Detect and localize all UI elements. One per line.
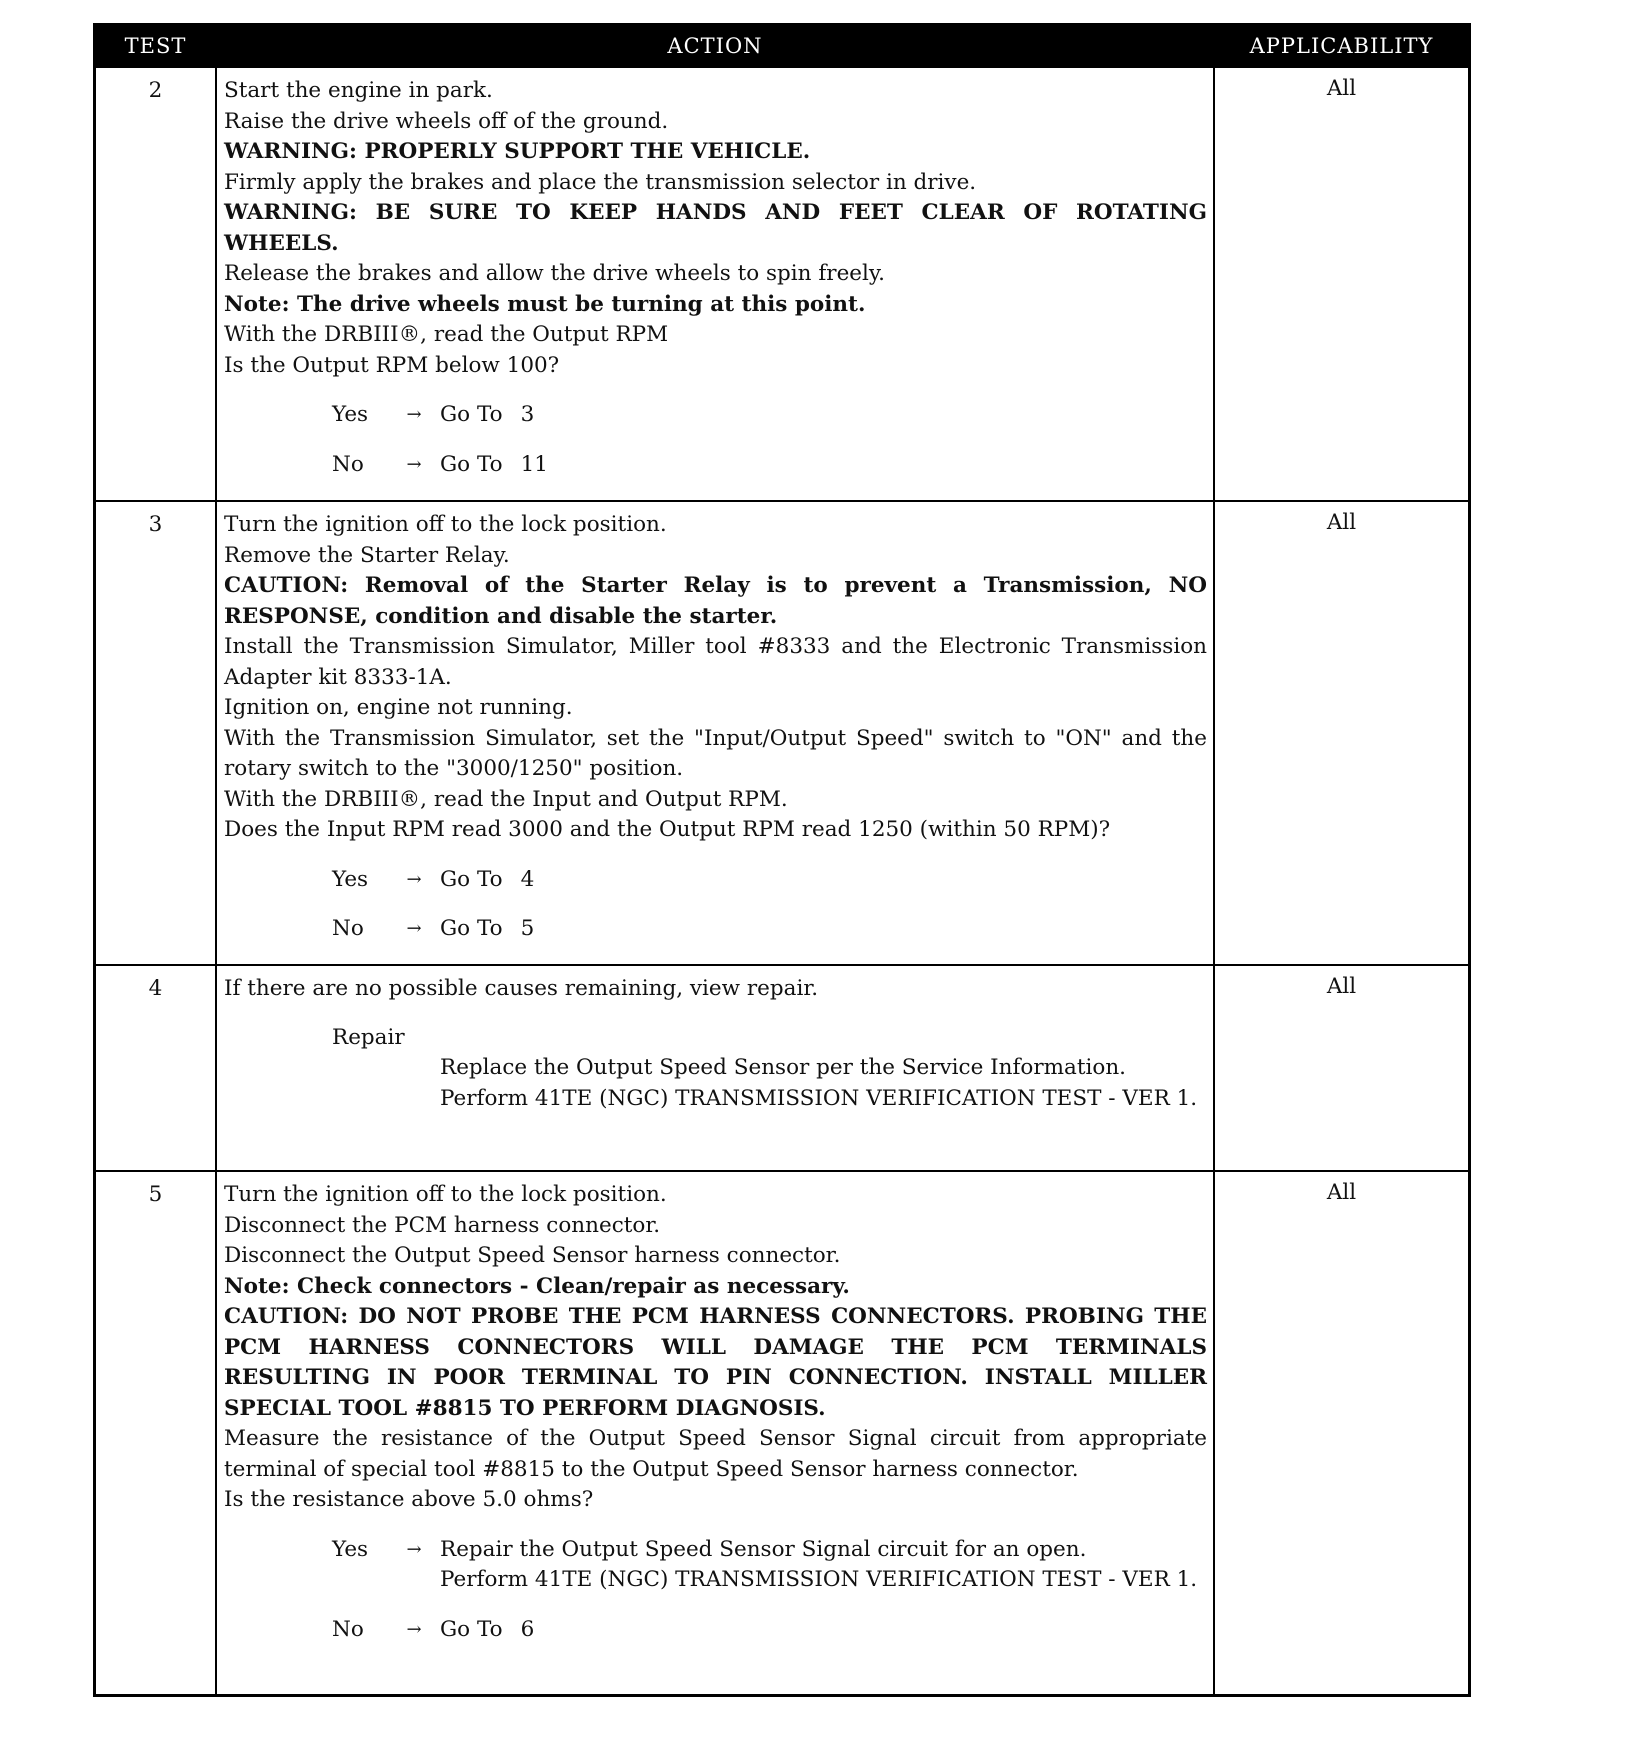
test-action [216,67,1214,501]
table-row [96,1171,1468,1694]
test-action [216,501,1214,965]
repair-step: Replace the Output Speed Sensor per the Service Information. [440,1055,1126,1080]
question-line: Does the Input RPM read 3000 and the Output RPM read 1250 (within 50 RPM)? [224,817,1111,842]
warning-line: WARNING: PROPERLY SUPPORT THE VEHICLE. [224,139,811,164]
test-applicability: All [1214,501,1468,965]
no-branch [332,450,1207,481]
arrow-icon: → [406,1538,422,1560]
test-number: 2 [96,67,216,501]
no-branch [332,914,1207,945]
branch-label: No [332,1616,364,1642]
test-number: 3 [96,501,216,965]
arrow-icon: → [406,1618,422,1640]
test-applicability: All [1214,67,1468,501]
question-line: Is the resistance above 5.0 ohms? [224,1487,594,1512]
goto-target: 5 [520,916,535,941]
action-line: Turn the ignition off to the lock position. [224,1182,667,1207]
repair-label: Repair [332,1024,405,1050]
goto-text: Go To [440,866,503,892]
action-line: Firmly apply the brakes and place the transmission selector in drive. [224,169,977,195]
test-action [216,1171,1214,1694]
result-line: Repair the Output Speed Sensor Signal circuit for an open. [440,1536,1087,1562]
test-action [216,965,1214,1171]
action-line: Release the brakes and allow the drive wheels to spin freely. [224,261,886,286]
caution-line: CAUTION: DO NOT PROBE THE PCM HARNESS CONNECTORS. PROBING THE PCM HARNESS CONNECTORS WILL DAMAGE THE PCM TERMINALS RESULTING IN POOR TERMINAL TO PIN CONNECTION. INSTALL MILLER SPECIAL TOOL #8815 TO PERFORM DIAGNOSIS. [224,1304,1207,1421]
action-line: If there are no possible causes remaining, view repair. [224,976,819,1001]
branch-label: Yes [332,1536,369,1562]
action-line: Remove the Starter Relay. [224,542,510,568]
result-line: Perform 41TE (NGC) TRANSMISSION VERIFICATION TEST - VER 1. [440,1567,1198,1592]
yes-branch [332,1535,1207,1596]
action-line: With the DRBIII®, read the Input and Output RPM. [224,786,788,812]
goto-text: Go To [440,916,503,941]
test-number: 4 [96,965,216,1171]
test-applicability: All [1214,965,1468,1171]
arrow-icon: → [406,918,422,939]
table-row [96,965,1468,1171]
action-line: Turn the ignition off to the lock position. [224,512,667,537]
arrow-icon: → [406,404,422,425]
action-line: Raise the drive wheels off of the ground. [224,108,669,134]
goto-text: Go To [440,402,503,427]
goto-target: 4 [520,866,535,892]
header-action: ACTION [216,26,1214,67]
caution-line: CAUTION: Removal of the Starter Relay is to prevent a Transmission, NO RESPONSE, condition and disable the starter. [224,573,1207,629]
yes-branch [332,865,1207,896]
branch-label: No [332,451,364,477]
goto-target: 3 [520,402,535,427]
warning-line: WARNING: BE SURE TO KEEP HANDS AND FEET CLEAR OF ROTATING WHEELS. [224,200,1207,256]
action-line: Measure the resistance of the Output Speed Sensor Signal circuit from appropriate terminal of special tool #8815 to the Output Speed Sensor harness connector. [224,1426,1207,1482]
branch-label: Yes [332,402,369,427]
note-line: Note: Check connectors - Clean/repair as necessary. [224,1273,850,1299]
yes-branch [332,400,1207,431]
test-number: 5 [96,1171,216,1694]
goto-target: 11 [520,451,548,477]
branch-result [440,1535,1207,1596]
action-line: With the DRBIII®, read the Output RPM [224,322,669,347]
repair-step: Perform 41TE (NGC) TRANSMISSION VERIFICATION TEST - VER 1. [440,1085,1198,1111]
header-test: TEST [96,26,216,67]
branch-label: Yes [332,866,369,892]
action-line: Start the engine in park. [224,78,493,103]
note-line: Note: The drive wheels must be turning at this point. [224,291,866,317]
action-line: Disconnect the PCM harness connector. [224,1212,661,1238]
arrow-icon: → [406,453,422,475]
goto-text: Go To [440,1616,503,1642]
header-applicability: APPLICABILITY [1214,26,1468,67]
action-line: Ignition on, engine not running. [224,695,573,720]
action-line: With the Transmission Simulator, set the "Input/Output Speed" switch to "ON" and the rotary switch to the "3000/1250" position. [224,725,1207,781]
question-line: Is the Output RPM below 100? [224,352,560,378]
goto-text: Go To [440,451,503,477]
test-applicability: All [1214,1171,1468,1694]
goto-target: 6 [520,1616,535,1642]
table-row [96,501,1468,965]
action-line: Disconnect the Output Speed Sensor harness connector. [224,1243,841,1268]
table-header-row [96,26,1468,67]
arrow-icon: → [406,868,422,890]
diagnostic-procedure-table [93,23,1471,1697]
no-branch [332,1615,1207,1646]
table-row [96,67,1468,501]
action-line: Install the Transmission Simulator, Miller tool #8333 and the Electronic Transmission Adapter kit 8333-1A. [224,634,1207,690]
branch-label: No [332,916,364,941]
procedure-table [96,26,1468,1694]
